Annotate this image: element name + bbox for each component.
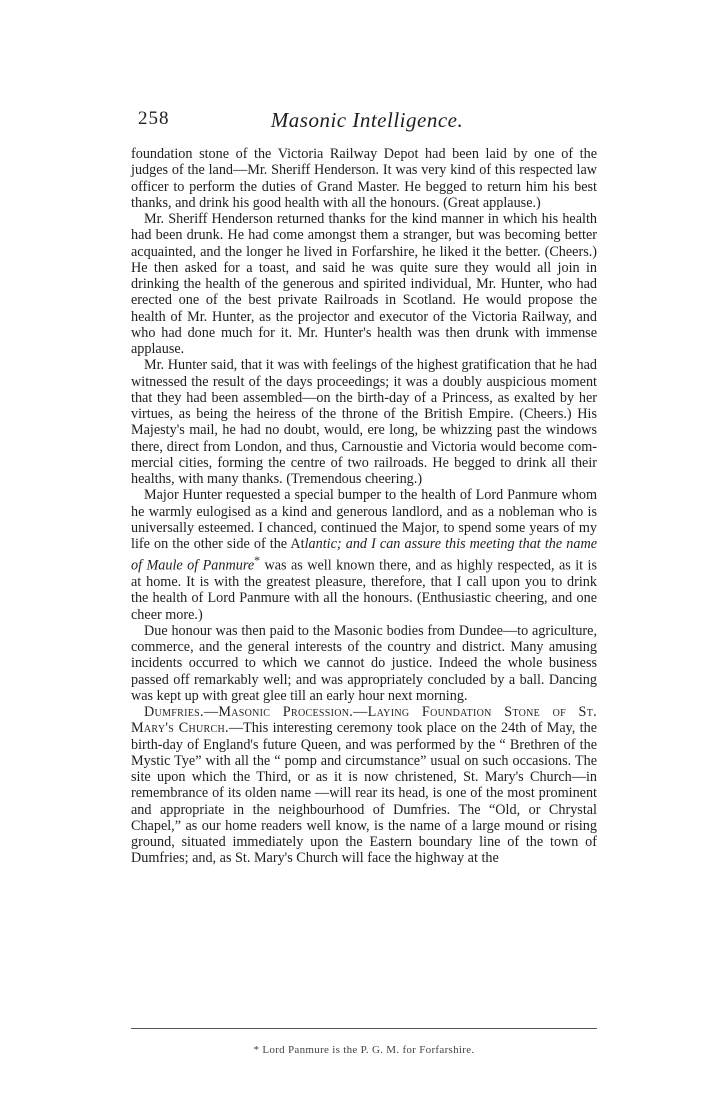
running-title: Masonic Intelligence.: [270, 108, 464, 132]
footnote: * Lord Panmure is the P. G. M. for Forfarshire.: [253, 1044, 475, 1056]
paragraph: foundation stone of the Victoria Railway Depot had been laid by one of the judges of the land—Mr. Sheriff Henderson. It was very kind of this respected law officer to perform the duties of Grand Master. He begged to return him his best thanks, and drink his good health with all the honours. (Great applause.): [131, 146, 597, 211]
paragraph: Mr. Sheriff Henderson returned thanks for the kind manner in which his health had been drunk. He had come amongst them a stranger, but was becoming better acquainted, and the longer he lived in Forfarshire, he liked it the better. (Cheers.) He then asked for a toast, and said he was quite sure they would all join in drinking the health of the generous and spirited individual, Mr. Hunter, who had erected one of the best private Railroads in Scotland. He would propose the health of Mr. Hunter, as the projector and executor of the Victoria Railway, and who had done much for it. Mr. Hunter's health was then drunk with immense applause.: [131, 211, 597, 357]
paragraph: Mr. Hunter said, that it was with feelings of the highest gratification that he had witnessed the result of the days proceedings; it was a doubly auspicious moment that they had been assembled—on the birth-day of a Princess, as exalted by her virtues, as being the heiress of the throne of the British Empire. (Cheers.) His Majesty's mail, he had no doubt, would, ere long, be whizzing past the windows there, direct from London, and thus, Carnoustie and Victoria would become commercial cities, forming the centre of two railroads. He begged to drink all their healths, with many thanks. (Tremendous cheering.): [131, 357, 597, 487]
paragraph-text: —This interesting ceremony took place on the 24th of May, the birth-day of England's future Queen, and was performed by the “ Brethren of the Mystic Tye” with all the “ pomp and circumstance” usual on such occasions. The site upon which the Third, or as it is now christened, St. Mary's Church—in remembrance of its olden name —will rear its head, is one of the most prominent and appropriate in the neighbourhood of Dumfries. The “Old, or Chrystal Chapel,” as our home readers well know, is the name of a large mound or rising ground, situated immediately upon the Eastern boundary line of the town of Dumfries; and, as St. Mary's Church will face the highway at the: [131, 720, 598, 867]
paragraph-text: Major Hunter requested a special bumper to the health of Lord Panmure whom he warmly eulogised as a kind and generous landlord, and as a nobleman who is universally esteemed. I chanced, continued the Major, to spend some years of my life on the other side of the At: [131, 487, 597, 552]
footnote-marker: *: [254, 553, 261, 568]
paragraph: Due honour was then paid to the Masonic bodies from Dundee—to agriculture, commerce, and the general interests of the country and district. Many amusing incidents occurred to which we cannot do justice. Indeed the whole business passed off remarkably well; and was appropriately concluded by a ball. Dancing was kept up with great glee till an early hour next morning.: [131, 622, 597, 704]
section-heading: Dumfries.—Masonic Procession.—Laying Foundation Stone of St. Mary's Church.: [131, 704, 597, 737]
page-header: [138, 108, 596, 138]
page-number: 258: [138, 108, 170, 129]
article-body: [131, 146, 597, 867]
footnote-rule: [131, 1028, 597, 1029]
paragraph: [131, 704, 597, 867]
paragraph-text: was as well known there, and as highly respected, as it is at home. It is with the greatest pleasure, therefore, that I call upon you to drink the health of Lord Panmure with all the honours. (Enthusiastic cheering, and one cheer more.): [131, 557, 597, 623]
paragraph: [131, 487, 597, 623]
italic-quote: lantic; and I can assure this meeting that the name of Maule of Panmure: [131, 536, 597, 574]
